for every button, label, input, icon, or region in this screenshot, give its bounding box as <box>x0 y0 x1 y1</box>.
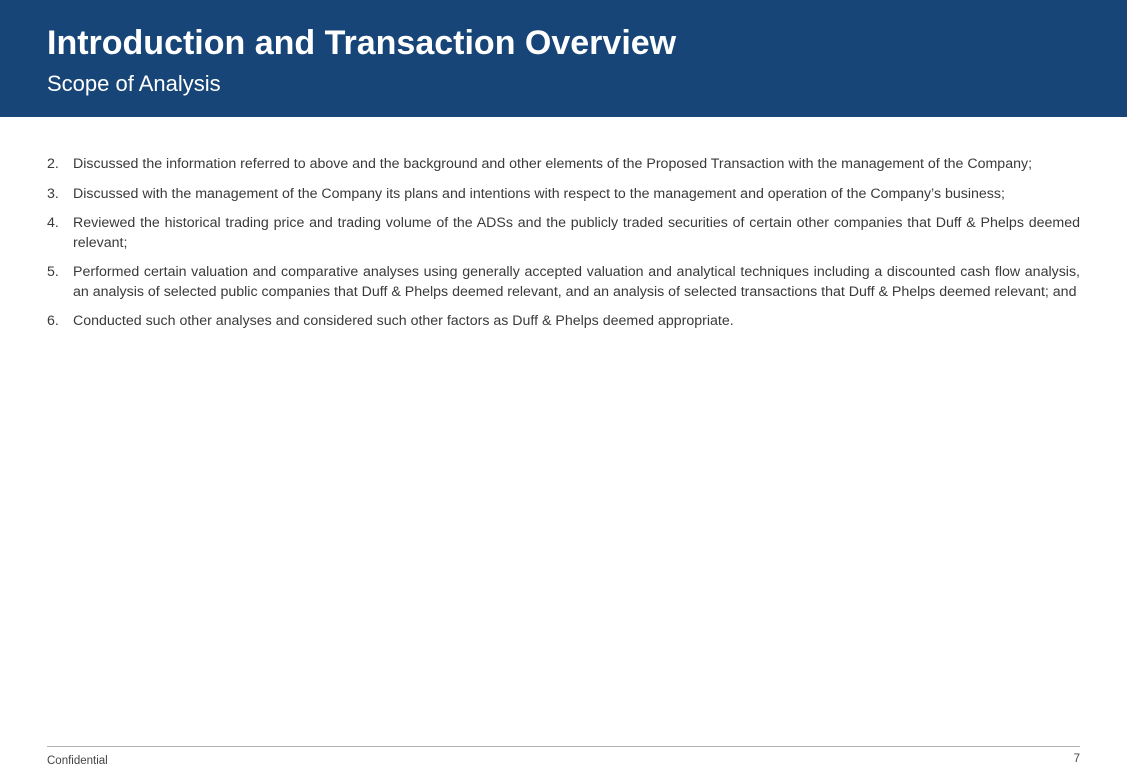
list-item-number: 2. <box>47 156 59 172</box>
header-banner <box>0 0 1127 117</box>
list-item-number: 5. <box>47 264 59 280</box>
list-item <box>47 214 1080 253</box>
page-number: 7 <box>1073 753 1080 765</box>
list-item-text: Reviewed the historical trading price and trading volume of the ADSs and the publicly traded securities of certain other companies that Duff & Phelps deemed relevant; <box>73 215 1080 251</box>
list-item-text: Conducted such other analyses and considered such other factors as Duff & Phelps deemed appropriate. <box>73 313 734 329</box>
list-item <box>47 185 1080 205</box>
list-item <box>47 263 1080 302</box>
page-subtitle: Scope of Analysis <box>47 71 221 96</box>
list-item-text: Performed certain valuation and comparative analyses using generally accepted valuation and analytical techniques including a discounted cash flow analysis, an analysis of selected public companies that Duff & Phelps deemed relevant, and an analysis of selected transactions that Duff & Phelps deemed relevant; and <box>73 264 1080 300</box>
footer-divider <box>47 746 1080 747</box>
list-item-number: 3. <box>47 185 59 202</box>
confidential-label: Confidential <box>47 755 108 767</box>
list-item-text: Discussed the information referred to above and the background and other elements of the Proposed Transaction with the management of the Company; <box>73 156 1033 172</box>
page-title: Introduction and Transaction Overview <box>47 24 677 62</box>
list-item-text: Discussed with the management of the Company its plans and intentions with respect to the management and operation of the Company’s business; <box>73 185 1005 202</box>
list-item-number: 6. <box>47 313 59 329</box>
list-item <box>47 155 1080 175</box>
scope-list <box>47 155 1080 342</box>
list-item-number: 4. <box>47 215 59 231</box>
list-item <box>47 312 1080 332</box>
